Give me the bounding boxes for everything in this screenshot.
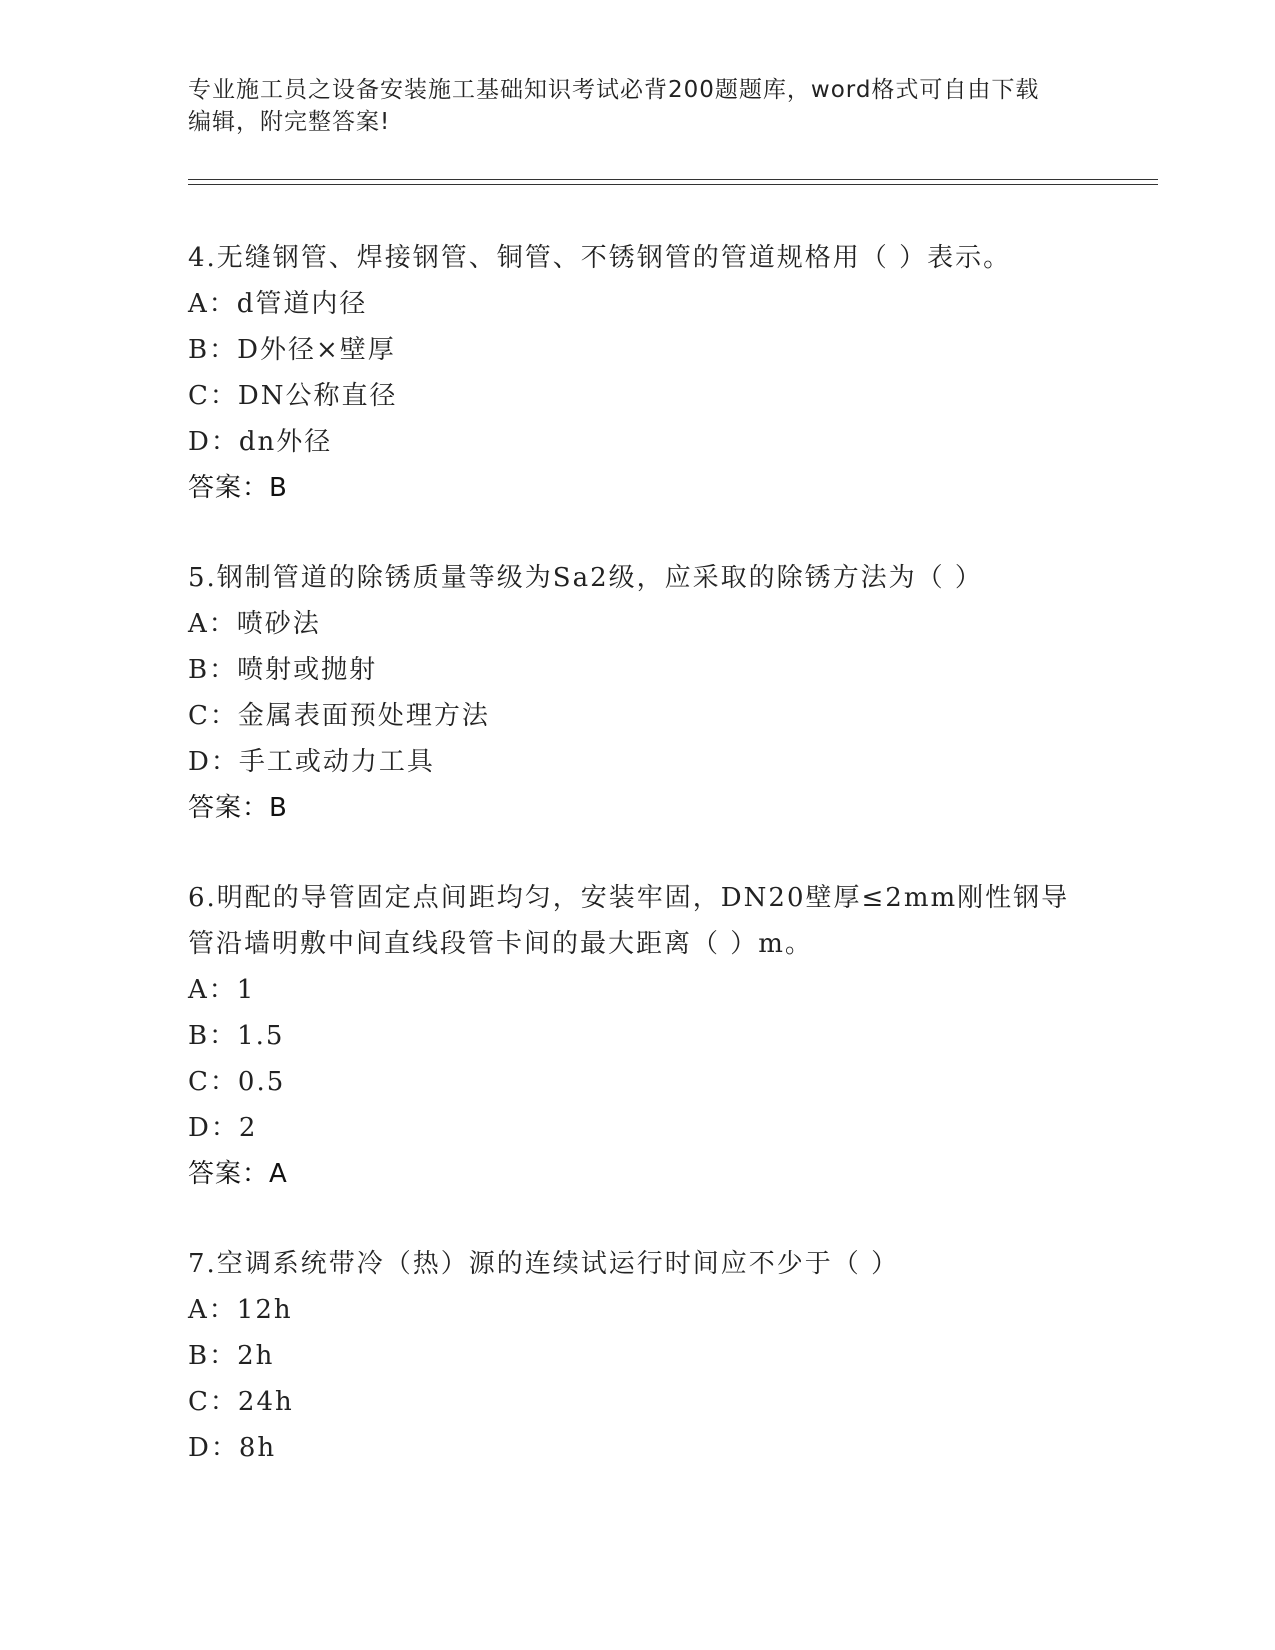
header-divider-bottom xyxy=(188,184,1158,185)
question-stem: 5.钢制管道的除锈质量等级为Sa2级，应采取的除锈方法为（ ） xyxy=(188,563,983,593)
option-b: B： 2h xyxy=(188,1341,275,1371)
answer: 答案：A xyxy=(188,1159,288,1189)
option-b: B： 喷射或抛射 xyxy=(188,655,378,685)
answer: 答案：B xyxy=(188,793,288,823)
header-line-2: 编辑，附完整答案! xyxy=(188,109,391,135)
question-7 xyxy=(188,1241,1088,1471)
answer: 答案：B xyxy=(188,473,288,503)
option-a: A： 喷砂法 xyxy=(188,609,321,639)
option-c: C： 金属表面预处理方法 xyxy=(188,701,490,731)
option-a: A： 12h xyxy=(188,1295,293,1325)
question-stem: 4.无缝钢管、焊接钢管、铜管、不锈钢管的管道规格用（ ）表示。 xyxy=(188,243,1012,273)
option-c: C： DN公称直径 xyxy=(188,381,398,411)
option-a: A： d管道内径 xyxy=(188,289,368,319)
document-header xyxy=(188,74,1088,138)
header-divider-top xyxy=(188,179,1158,180)
option-c: C： 0.5 xyxy=(188,1067,286,1097)
question-stem-line-1: 6.明配的导管固定点间距均匀，安装牢固，DN20壁厚≤2mm刚性钢导 xyxy=(188,883,1070,913)
option-d: D： dn外径 xyxy=(188,427,333,457)
question-stem: 7.空调系统带冷（热）源的连续试运行时间应不少于（ ） xyxy=(188,1249,900,1279)
option-d: D： 2 xyxy=(188,1113,258,1143)
question-6 xyxy=(188,875,1088,1197)
question-5 xyxy=(188,555,1088,831)
question-4 xyxy=(188,235,1088,511)
option-a: A： 1 xyxy=(188,975,256,1005)
question-stem-line-2: 管沿墙明敷中间直线段管卡间的最大距离（ ）m。 xyxy=(188,929,813,959)
option-d: D： 8h xyxy=(188,1433,277,1463)
option-b: B： 1.5 xyxy=(188,1021,285,1051)
option-d: D： 手工或动力工具 xyxy=(188,747,435,777)
header-line-1: 专业施工员之设备安装施工基础知识考试必背200题题库，word格式可自由下载 xyxy=(188,77,1040,103)
option-c: C： 24h xyxy=(188,1387,294,1417)
option-b: B： D外径×壁厚 xyxy=(188,335,396,365)
